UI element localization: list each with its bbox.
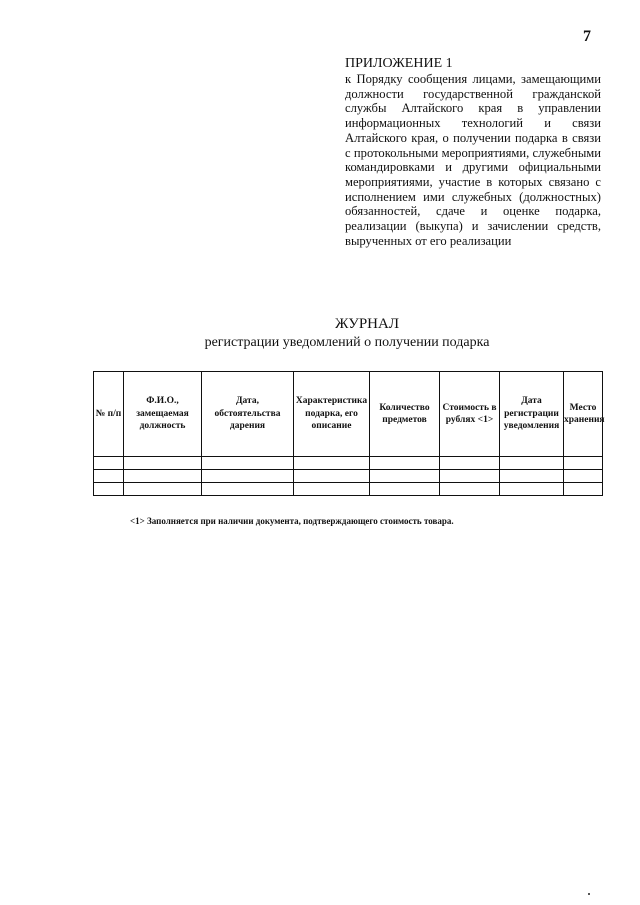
table-cell[interactable]: [294, 470, 370, 483]
journal-title: ЖУРНАЛ: [334, 316, 400, 332]
footnote: <1> Заполняется при наличии документа, подтверждающего стоимость товара.: [130, 516, 454, 526]
table-cell[interactable]: [440, 470, 500, 483]
column-header-gift-description: Характеристика подарка, его описание: [294, 372, 370, 457]
column-header-number: № п/п: [94, 372, 124, 457]
table-cell[interactable]: [202, 457, 294, 470]
table-cell[interactable]: [564, 483, 603, 496]
table-cell[interactable]: [124, 457, 202, 470]
column-header-date-circumstances: Дата, обстоятельства дарения: [202, 372, 294, 457]
scan-speck: [588, 893, 590, 895]
table-cell[interactable]: [440, 483, 500, 496]
column-header-registration-date: Дата регистрации уведомления: [500, 372, 564, 457]
table-row: [94, 470, 603, 483]
table-cell[interactable]: [94, 457, 124, 470]
column-header-quantity: Количество предметов: [370, 372, 440, 457]
table-row: [94, 457, 603, 470]
column-header-name-position: Ф.И.О., замещаемая должность: [124, 372, 202, 457]
table-cell[interactable]: [124, 483, 202, 496]
table-cell[interactable]: [370, 470, 440, 483]
table-cell[interactable]: [202, 483, 294, 496]
column-header-cost: Стоимость в рублях <1>: [440, 372, 500, 457]
table-cell[interactable]: [294, 457, 370, 470]
appendix-text: к Порядку сообщения лицами, замещающими должности государственной гражданской службы Алтайского края в управлении информационных технологий и связи Алтайского края, о получении подарка в связи с протокольными мероприятиями, служебными командировками и другими официальными мероприятиями, участие в которых связано с исполнением ими служебных (должностных) обязанностей, сдаче и оценке подарка, реализации (выкупа) и зачислении средств, вырученных от его реализации: [345, 72, 601, 248]
table-cell[interactable]: [500, 470, 564, 483]
register-table: [93, 371, 603, 496]
table-cell[interactable]: [294, 483, 370, 496]
table-cell[interactable]: [440, 457, 500, 470]
table-cell[interactable]: [202, 470, 294, 483]
table-cell[interactable]: [500, 483, 564, 496]
appendix-block: [345, 56, 601, 248]
table-cell[interactable]: [500, 457, 564, 470]
table-cell[interactable]: [370, 483, 440, 496]
table-cell[interactable]: [94, 483, 124, 496]
table-cell[interactable]: [564, 470, 603, 483]
column-header-storage-place: Место хранения: [564, 372, 603, 457]
table-row: [94, 483, 603, 496]
journal-subtitle: регистрации уведомлений о получении подарка: [204, 335, 490, 350]
table-cell[interactable]: [564, 457, 603, 470]
table-cell[interactable]: [124, 470, 202, 483]
appendix-title: ПРИЛОЖЕНИЕ 1: [345, 56, 453, 71]
page-number: 7: [583, 28, 591, 45]
table-cell[interactable]: [94, 470, 124, 483]
table-header-row: [94, 372, 603, 457]
table-cell[interactable]: [370, 457, 440, 470]
